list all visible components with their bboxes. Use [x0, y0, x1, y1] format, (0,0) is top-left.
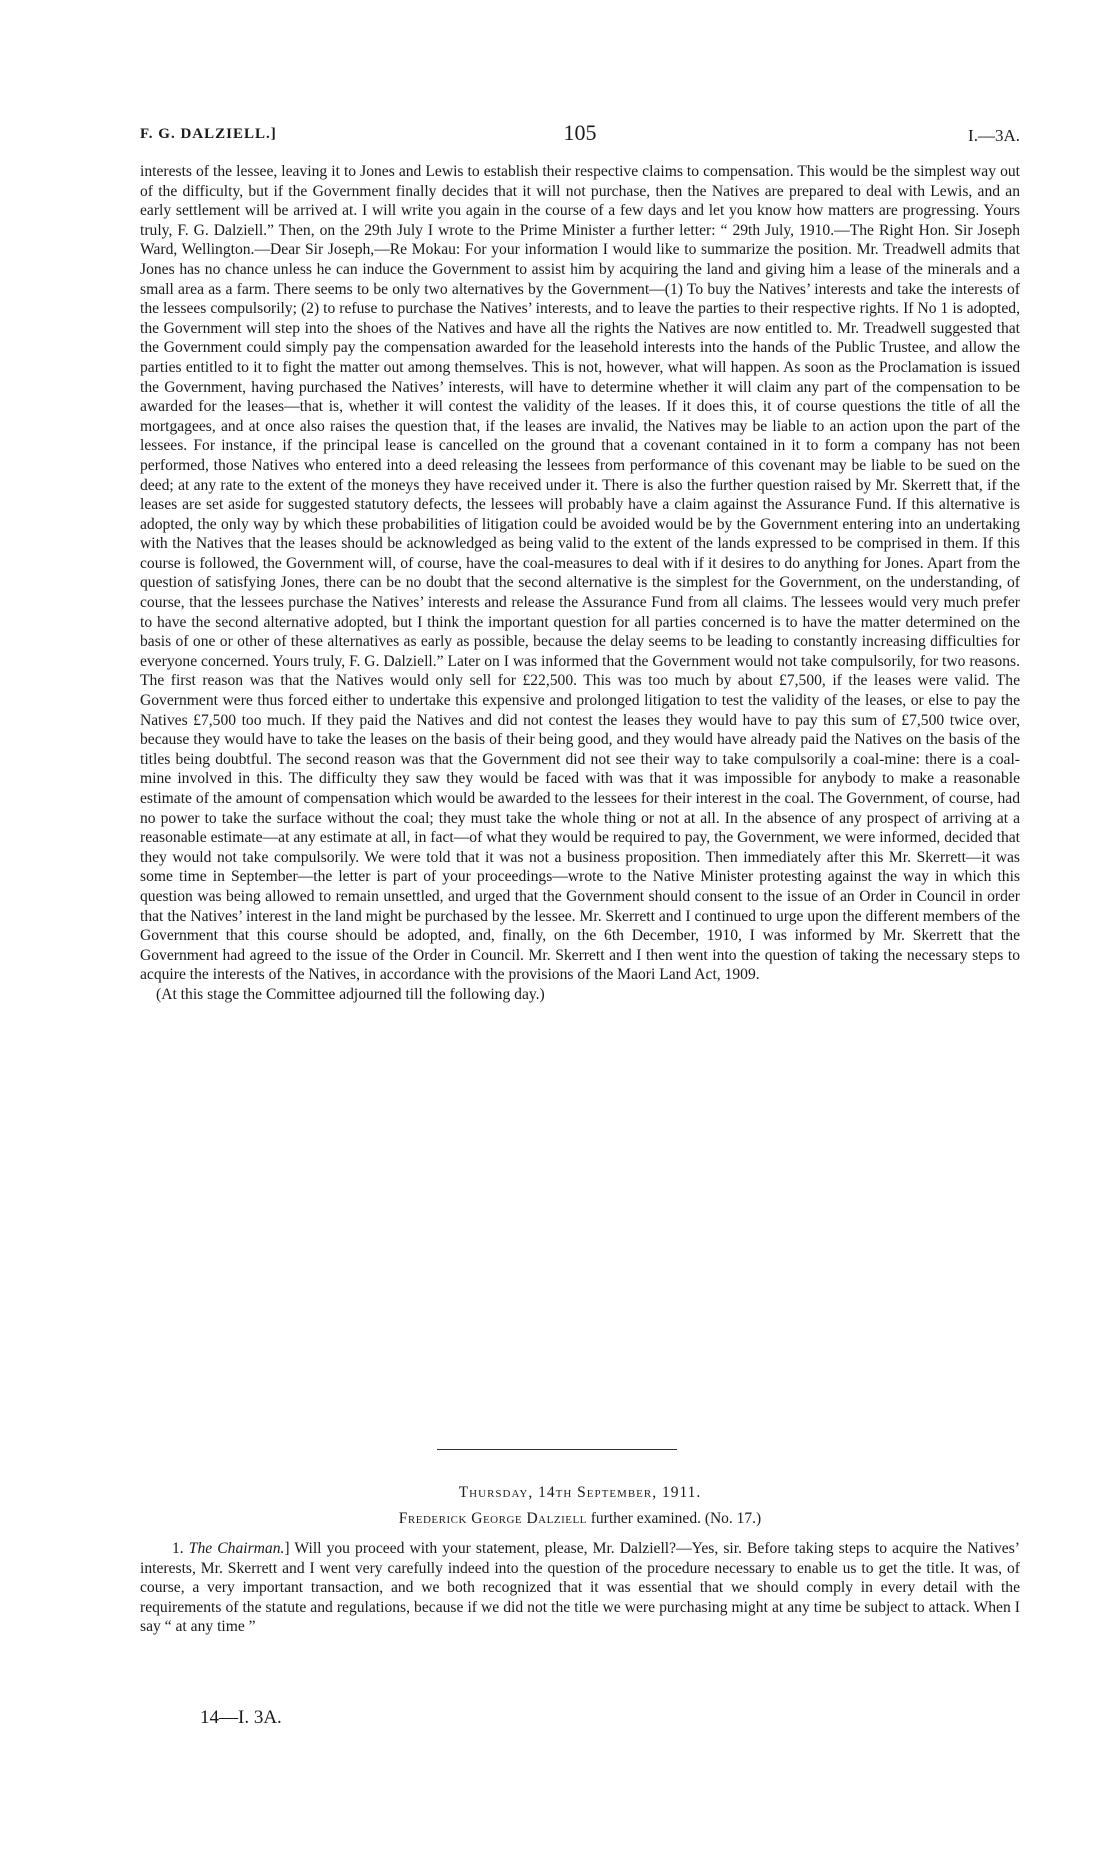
- document-reference: I.—3A.: [968, 126, 1020, 145]
- signature-mark: 14—I. 3A.: [200, 1707, 282, 1728]
- witness-suffix: further examined. (No. 17.): [586, 1510, 762, 1527]
- witness-name: Frederick George Dalziell: [398, 1510, 587, 1527]
- page-header: [140, 120, 1020, 150]
- question-text: ] Will you proceed with your statement, please, Mr. Dalziell?—Yes, sir. Before taking steps to acquire the Natives’ interests, Mr. Skerrett and I went very carefully indeed into the question of the procedure necessary to enable us to get the title. It was, of course, a very important transaction, and we both recognized that it was essential that we should comply in every detail with the requirements of the statute and regulations, because if we did not the title we were purchasing might at any time be subject to attack. When I say “ at any time ”: [140, 1540, 1020, 1636]
- page-number: 105: [563, 120, 597, 145]
- running-head-name: F. G. DALZIELL.]: [140, 126, 277, 142]
- question-paragraph: [140, 1539, 1020, 1637]
- paragraph-evidence: interests of the lessee, leaving it to Jones and Lewis to establish their respective claims to compensation. This would be the simplest way out of the difficulty, but if the Government finally decides that it will not purchase, then the Natives are prepared to deal with Lewis, and an early settlement will be arrived at. I will write you again in the course of a few days and let you know how matters are progressing. Yours truly, F. G. Dalziell.” Then, on the 29th July I wrote to the Prime Minister a further letter: “ 29th July, 1910.—The Right Hon. Sir Joseph Ward, Wellington.—Dear Sir Joseph,—Re Mokau: For your information I would like to summarize the position. Mr. Treadwell admits that Jones has no chance unless he can induce the Government to assist him by acquiring the land and giving him a lease of the minerals and a small area as a farm. There seems to be only two alternatives by the Government—(1) To buy the Natives’ interests and take the interests of the lessees compulsorily; (2) to refuse to purchase the Natives’ interests, and to leave the parties to their respective rights. If No 1 is adopted, the Government will step into the shoes of the Natives and have all the rights the Natives are now entitled to. Mr. Treadwell suggested that the Government could simply pay the compensation awarded for the leasehold interests into the hands of the Public Trustee, and allow the parties entitled to it to fight the matter out among themselves. This is not, however, what will happen. As soon as the Proclamation is issued the Government, having purchased the Natives’ interests, will have to determine whether it will claim any part of the compensation to be awarded for the leases—that is, whether it will contest the validity of the leases. If it does this, it of course questions the title of all the mortgagees, and at once also raises the question that, if the leases are invalid, the Natives may be liable to an action upon the part of the lessees. For instance, if the principal lease is cancelled on the ground that a covenant contained in it to form a company has not been performed, those Natives who entered into a deed releasing the lessees from performance of this covenant may be liable to be sued on the deed; at any rate to the extent of the moneys they have received under it. There is also the further question raised by Mr. Skerrett that, if the leases are set aside for suggested statutory defects, the lessees will probably have a claim against the Assurance Fund. If this alternative is adopted, the only way by which these probabilities of litigation could be avoided would be by the Government entering into an undertaking with the Natives that the leases should be acknowledged as being valid to the extent of the lands expressed to be comprised in them. If this course is followed, the Government will, of course, have the coal-measures to deal with if it desires to do anything for Jones. Apart from the question of satisfying Jones, there can be no doubt that the second alternative is the simplest for the Government, on the understanding, of course, that the lessees purchase the Natives’ interests and release the Assurance Fund from all claims. The lessees would very much prefer to have the second alternative adopted, but I think the important question for all parties concerned is to have the matter determined on the basis of one or other of these alternatives as early as possible, because the delay seems to be leading to constantly increasing difficulties for everyone concerned. Yours truly, F. G. Dalziell.” Later on I was informed that the Government would not take compulsorily, for two reasons. The first reason was that the Natives would only sell for £22,500. This was too much by about £7,500, if the leases were valid. The Government were thus forced either to undertake this expensive and prolonged litigation to test the validity of the leases, or else to pay the Natives £7,500 too much. If they paid the Natives and did not contest the leases they would have to pay this sum of £7,500 twice over, because they would have to take the leases on the basis of their being good, and they would have already paid the Natives on the basis of the titles being doubtful. The second reason was that the Government did not see their way to take compulsorily a coal-mine: there is a coal-mine involved in this. The difficulty they saw they would be faced with was that it was impossible for anybody to make a reasonable estimate of the amount of compensation which would be awarded to the lessees for their interest in the coal. The Government, of course, had no power to take the surface without the coal; they must take the whole thing or not at all. In the absence of any prospect of arriving at a reasonable estimate—at any estimate at all, in fact—of what they would be required to pay, the Government, we were informed, decided that they would not take compulsorily. We were told that it was not a business proposition. Then immediately after this Mr. Skerrett—it was some time in September—the letter is part of your proceedings—wrote to the Native Minister protesting against the way in which this question was being allowed to remain unsettled, and urged that the Government should consent to the issue of an Order in Council in order that the Natives’ interest in the land might be purchased by the lessee. Mr. Skerrett and I continued to urge upon the different members of the Government that this course should be adopted, and, finally, on the 6th December, 1910, I was informed by Mr. Skerrett that the Government had agreed to the issue of the Order in Council. Mr. Skerrett and I then went into the question of taking the necessary steps to acquire the interests of the Natives, in accordance with the provisions of the Maori Land Act, 1909.: [140, 163, 1020, 984]
- question-number: 1.: [172, 1540, 189, 1557]
- section-divider: [437, 1449, 677, 1450]
- main-text: [140, 162, 1020, 1005]
- paragraph-adjournment-note: (At this stage the Committee adjourned till the following day.): [156, 985, 545, 1003]
- section-date-heading: Thursday, 14th September, 1911.: [458, 1484, 702, 1501]
- question-speaker: The Chairman.: [188, 1540, 285, 1557]
- witness-line: [140, 1510, 1020, 1528]
